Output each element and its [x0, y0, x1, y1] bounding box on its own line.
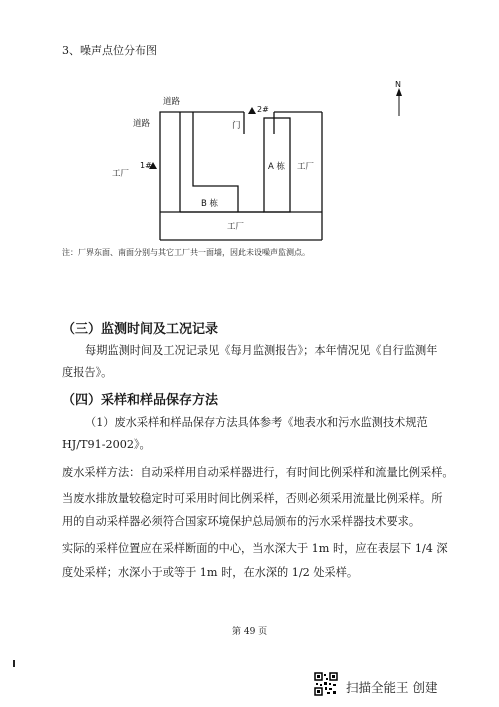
- margin-mark: [13, 660, 15, 667]
- section3-paragraph-line2: 度报告》。: [62, 366, 113, 379]
- section4-item1-line2: HJ/T91-2002》。: [62, 438, 151, 451]
- figure-note: 注：厂界东面、南面分别与其它工厂共一面墙，因此未设噪声监测点。: [62, 248, 310, 257]
- road-left-label: 道路: [133, 119, 151, 129]
- section4-item1-line1: （1）废水采样和样品保存方法具体参考《地表水和污水监测技术规范: [85, 416, 428, 429]
- section4-paragraph3-line1: 实际的采样位置应在采样断面的中心，当水深大于 1m 时，应在表层下 1/4 深: [62, 542, 448, 555]
- section4-paragraph1: 废水采样方法：自动采样用自动采样器进行，有时间比例采样和流量比例采样。: [62, 466, 454, 479]
- page-number: 第 49 页: [232, 627, 268, 637]
- section3-heading: （三）监测时间及工况记录: [62, 322, 219, 337]
- road-top-label: 道路: [163, 97, 181, 107]
- scanner-watermark: 扫描全能王 创建: [346, 680, 438, 695]
- factory-bottom-label: 工厂: [227, 222, 245, 232]
- section4-heading: （四）采样和样品保存方法: [62, 393, 219, 408]
- section4-paragraph2-line1: 当废水排放量较稳定时可采用时间比例采样，否则必须采用流量比例采样。所: [62, 492, 443, 505]
- north-label: N: [395, 80, 401, 89]
- section3-paragraph-line1: 每期监测时间及工况记录见《每月监测报告》；本年情况见《自行监测年: [85, 344, 438, 357]
- section4-paragraph3-line2: 度处采样；水深小于或等于 1m 时，在水深的 1/2 处采样。: [62, 566, 359, 579]
- factory-right-label: 工厂: [297, 162, 315, 172]
- gate-label: 门: [232, 121, 241, 131]
- point-1-label: 1#: [140, 161, 152, 170]
- section4-paragraph2-line2: 用的自动采样器必须符合国家环境保护总局颁布的污水采样器技术要求。: [62, 515, 421, 528]
- qr-code-icon: [314, 672, 338, 696]
- building-a-label: A 栋: [268, 162, 286, 172]
- point-2-label: 2#: [257, 105, 269, 114]
- point-2-marker: [248, 107, 256, 114]
- building-b-label: B 栋: [201, 199, 219, 209]
- figure-heading: 3、噪声点位分布图: [62, 44, 157, 57]
- noise-point-map: [0, 0, 499, 270]
- factory-left-label: 工厂: [112, 169, 130, 179]
